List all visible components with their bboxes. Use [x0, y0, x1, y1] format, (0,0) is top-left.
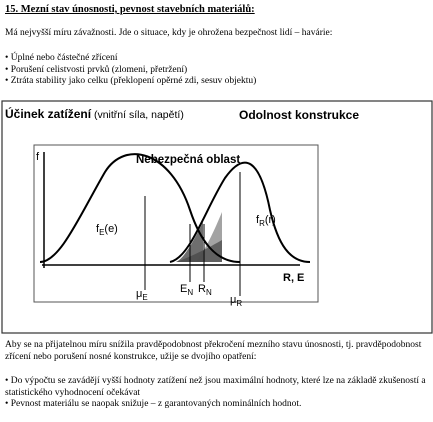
- load-curve-label: [96, 223, 118, 237]
- list-item: • Pevnost materiálu se naopak snižuje – z garantovaných nominálních hodnot.: [5, 399, 430, 411]
- r-n-label: [198, 283, 212, 297]
- y-axis-label: f: [36, 151, 40, 163]
- measures-intro-text: Aby se na přijatelnou míru snížila pravděpodobnost překročení mezního stavu únosnosti, tj. pravděpodobnost zřícení nebo porušení nosné konstrukce, užije se dvojího opatření:: [5, 340, 422, 362]
- list-item: • Úplné nebo částečné zřícení: [5, 53, 256, 65]
- resistance-curve-label: [256, 214, 276, 228]
- mu-r-symbol: μ: [230, 294, 237, 306]
- resistance-curve-arg: (r): [264, 214, 276, 226]
- e-n-label: [180, 283, 193, 297]
- mu-e-sub: E: [142, 293, 148, 302]
- mu-r-sub: R: [236, 299, 243, 308]
- x-axis-label: R, E: [283, 272, 305, 284]
- load-effect-label: [5, 106, 184, 121]
- section-heading: 15. Mezní stav únosnosti, pevnost stavebních materiálů:: [5, 4, 255, 15]
- list-item: • Ztráta stability jako celku (překlopení opěrné zdi, sesuv objektu): [5, 76, 256, 88]
- e-n-symbol: E: [180, 283, 188, 295]
- load-curve-arg: (e): [104, 223, 118, 235]
- figure-frame: [2, 101, 432, 333]
- resistance-label: Odolnost konstrukce: [239, 108, 360, 122]
- intro-text: Má nejvyšší míru závažnosti. Jde o situace, kdy je ohrožena bezpečnost lidí – havárie:: [5, 28, 333, 38]
- danger-zone-label: Nebezpečná oblast: [136, 154, 241, 166]
- r-n-sub: N: [205, 288, 212, 297]
- r-n-symbol: R: [198, 283, 206, 295]
- list-item: • Do výpočtu se zavádějí vyšší hodnoty zatížení než jsou maximální hodnoty, které lze na základě zkušeností a statistického vyhodnocení očekávat: [5, 376, 430, 399]
- resistance-curve-f: f: [256, 214, 260, 226]
- e-n-sub: N: [187, 288, 194, 297]
- mu-e-label: [136, 288, 148, 302]
- load-effect-note: (vnitřní síla, napětí): [91, 109, 184, 121]
- mu-r-label: [230, 294, 242, 308]
- mu-e-symbol: μ: [136, 288, 143, 300]
- resistance-curve-sub: R: [259, 219, 265, 228]
- load-effect-title: Účinek zatížení: [5, 107, 92, 121]
- load-curve-f: f: [96, 223, 100, 235]
- measures-list: [5, 376, 430, 411]
- load-curve-sub: E: [99, 228, 105, 237]
- list-item: • Porušení celistvosti prvků (zlomeni, přetržení): [5, 65, 256, 77]
